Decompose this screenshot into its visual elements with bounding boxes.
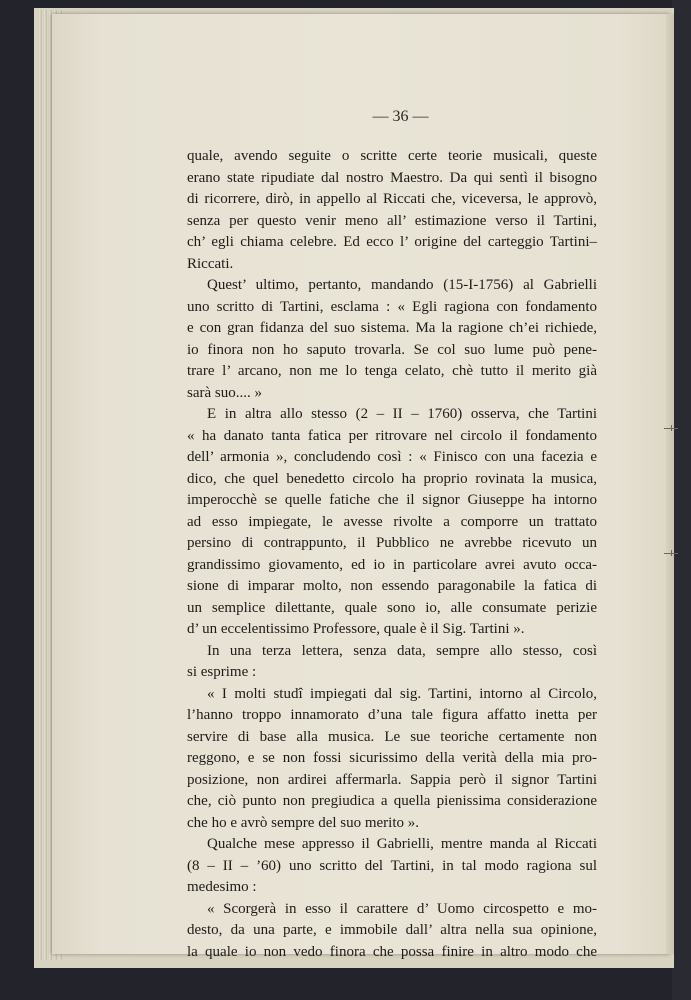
text-line: medesimo : [187, 879, 257, 895]
text-line: sione di imparar molto, non essendo paragonabile la fatica di [187, 578, 597, 594]
text-line: Quest’ ultimo, pertanto, mandando (15-I-1756) al Gabrielli [207, 277, 597, 293]
text-line: l’hanno troppo innamorato d’una tale figura affatto inetta per [187, 707, 597, 723]
text-line: desto, da una parte, e immobile dall’ altra nella sua opinione, [187, 922, 597, 938]
text-line: trare l’ arcano, non me lo tenga celato, chè tutto il merito già [187, 363, 597, 379]
text-line: E in altra allo stesso (2 – II – 1760) osserva, che Tartini [207, 406, 597, 422]
text-line: io finora non ho saputo trovarla. Se col suo lume può pene- [187, 341, 597, 358]
text-line: di ricorrere, dirò, in appello al Riccati che, viceversa, le approvò, [187, 191, 597, 207]
margin-mark-1-tick [671, 425, 672, 431]
text-line: la quale io non vedo finora che possa finire in altro modo che [187, 943, 597, 960]
text-line: « I molti studî impiegati dal sig. Tartini, intorno al Circolo, [207, 685, 597, 702]
body-text [187, 146, 597, 963]
text-line: ch’ egli chiama celebre. Ed ecco l’ origine del carteggio Tartini– [187, 234, 597, 250]
text-line: ad esso impiegate, le avesse rivolte a comporre un trattato [187, 513, 597, 530]
text-line: (8 – II – ’60) uno scritto del Tartini, in tal modo ragiona sul [187, 857, 597, 874]
text-line: Qualche mese appresso il Gabrielli, mentre manda al Riccati [207, 836, 597, 852]
background-right [672, 0, 691, 1000]
text-line: si esprime : [187, 664, 257, 680]
text-line: senza per questo venir meno all’ estimazione verso il Tartini, [187, 212, 597, 229]
text-line: sarà suo.... » [187, 384, 262, 401]
text-line: dell’ armonia », concludendo così : « Finisco con una facezia e [187, 449, 597, 465]
text-line: un semplice dilettante, quale sono io, alle consumate perizie [187, 599, 597, 616]
text-line: grandissimo giovamento, ed io in particolare avrei avuto occa- [187, 556, 597, 573]
text-line: uno scritto di Tartini, esclama : « Egli ragiona con fondamento [187, 298, 597, 315]
text-line: posizione, non ardirei affermarla. Sappia però il signor Tartini [187, 771, 597, 788]
page-number: — 36 — [372, 108, 429, 125]
text-line: In una terza lettera, senza data, sempre allo stesso, così [207, 642, 597, 659]
margin-mark-2-tick [671, 550, 672, 556]
text-line: « Scorgerà in esso il carattere d’ Uomo circospetto e mo- [207, 900, 597, 917]
text-line: Riccati. [187, 255, 234, 272]
text-line: dico, che quel benedetto circolo ha proprio rovinata la musica, [187, 470, 597, 487]
text-line: servire di base alla musica. Le sue teoriche certamente non [187, 728, 597, 745]
text-line: che, ciò punto non pregiudica a quella pienissima considerazione [187, 793, 597, 809]
text-line: imperocchè se quelle fatiche che il signor Giuseppe ha intorno [187, 492, 597, 508]
text-line: « ha danato tanta fatica per ritrovare nel circolo il fondamento [187, 427, 597, 444]
text-line: persino di contrappunto, il Pubblico ne avrebbe ricevuto un [187, 535, 597, 551]
text-line: che ho e avrò sempre del suo merito ». [187, 814, 420, 831]
text-line: quale, avendo seguite o scritte certe teorie musicali, queste [187, 148, 597, 164]
text-line: e con gran fidanza del suo sistema. Ma la ragione ch’ei richiede, [187, 320, 597, 336]
text-line: reggono, e se non fossi sicurissimo della verità della mia pro- [187, 750, 597, 766]
text-line: erano state ripudiate dal nostro Maestro. Da qui sentì il bisogno [187, 169, 597, 186]
text-line: d’ un eccelentissimo Professore, quale è il Sig. Tartini ». [187, 621, 525, 637]
page-edge-right [666, 14, 674, 954]
